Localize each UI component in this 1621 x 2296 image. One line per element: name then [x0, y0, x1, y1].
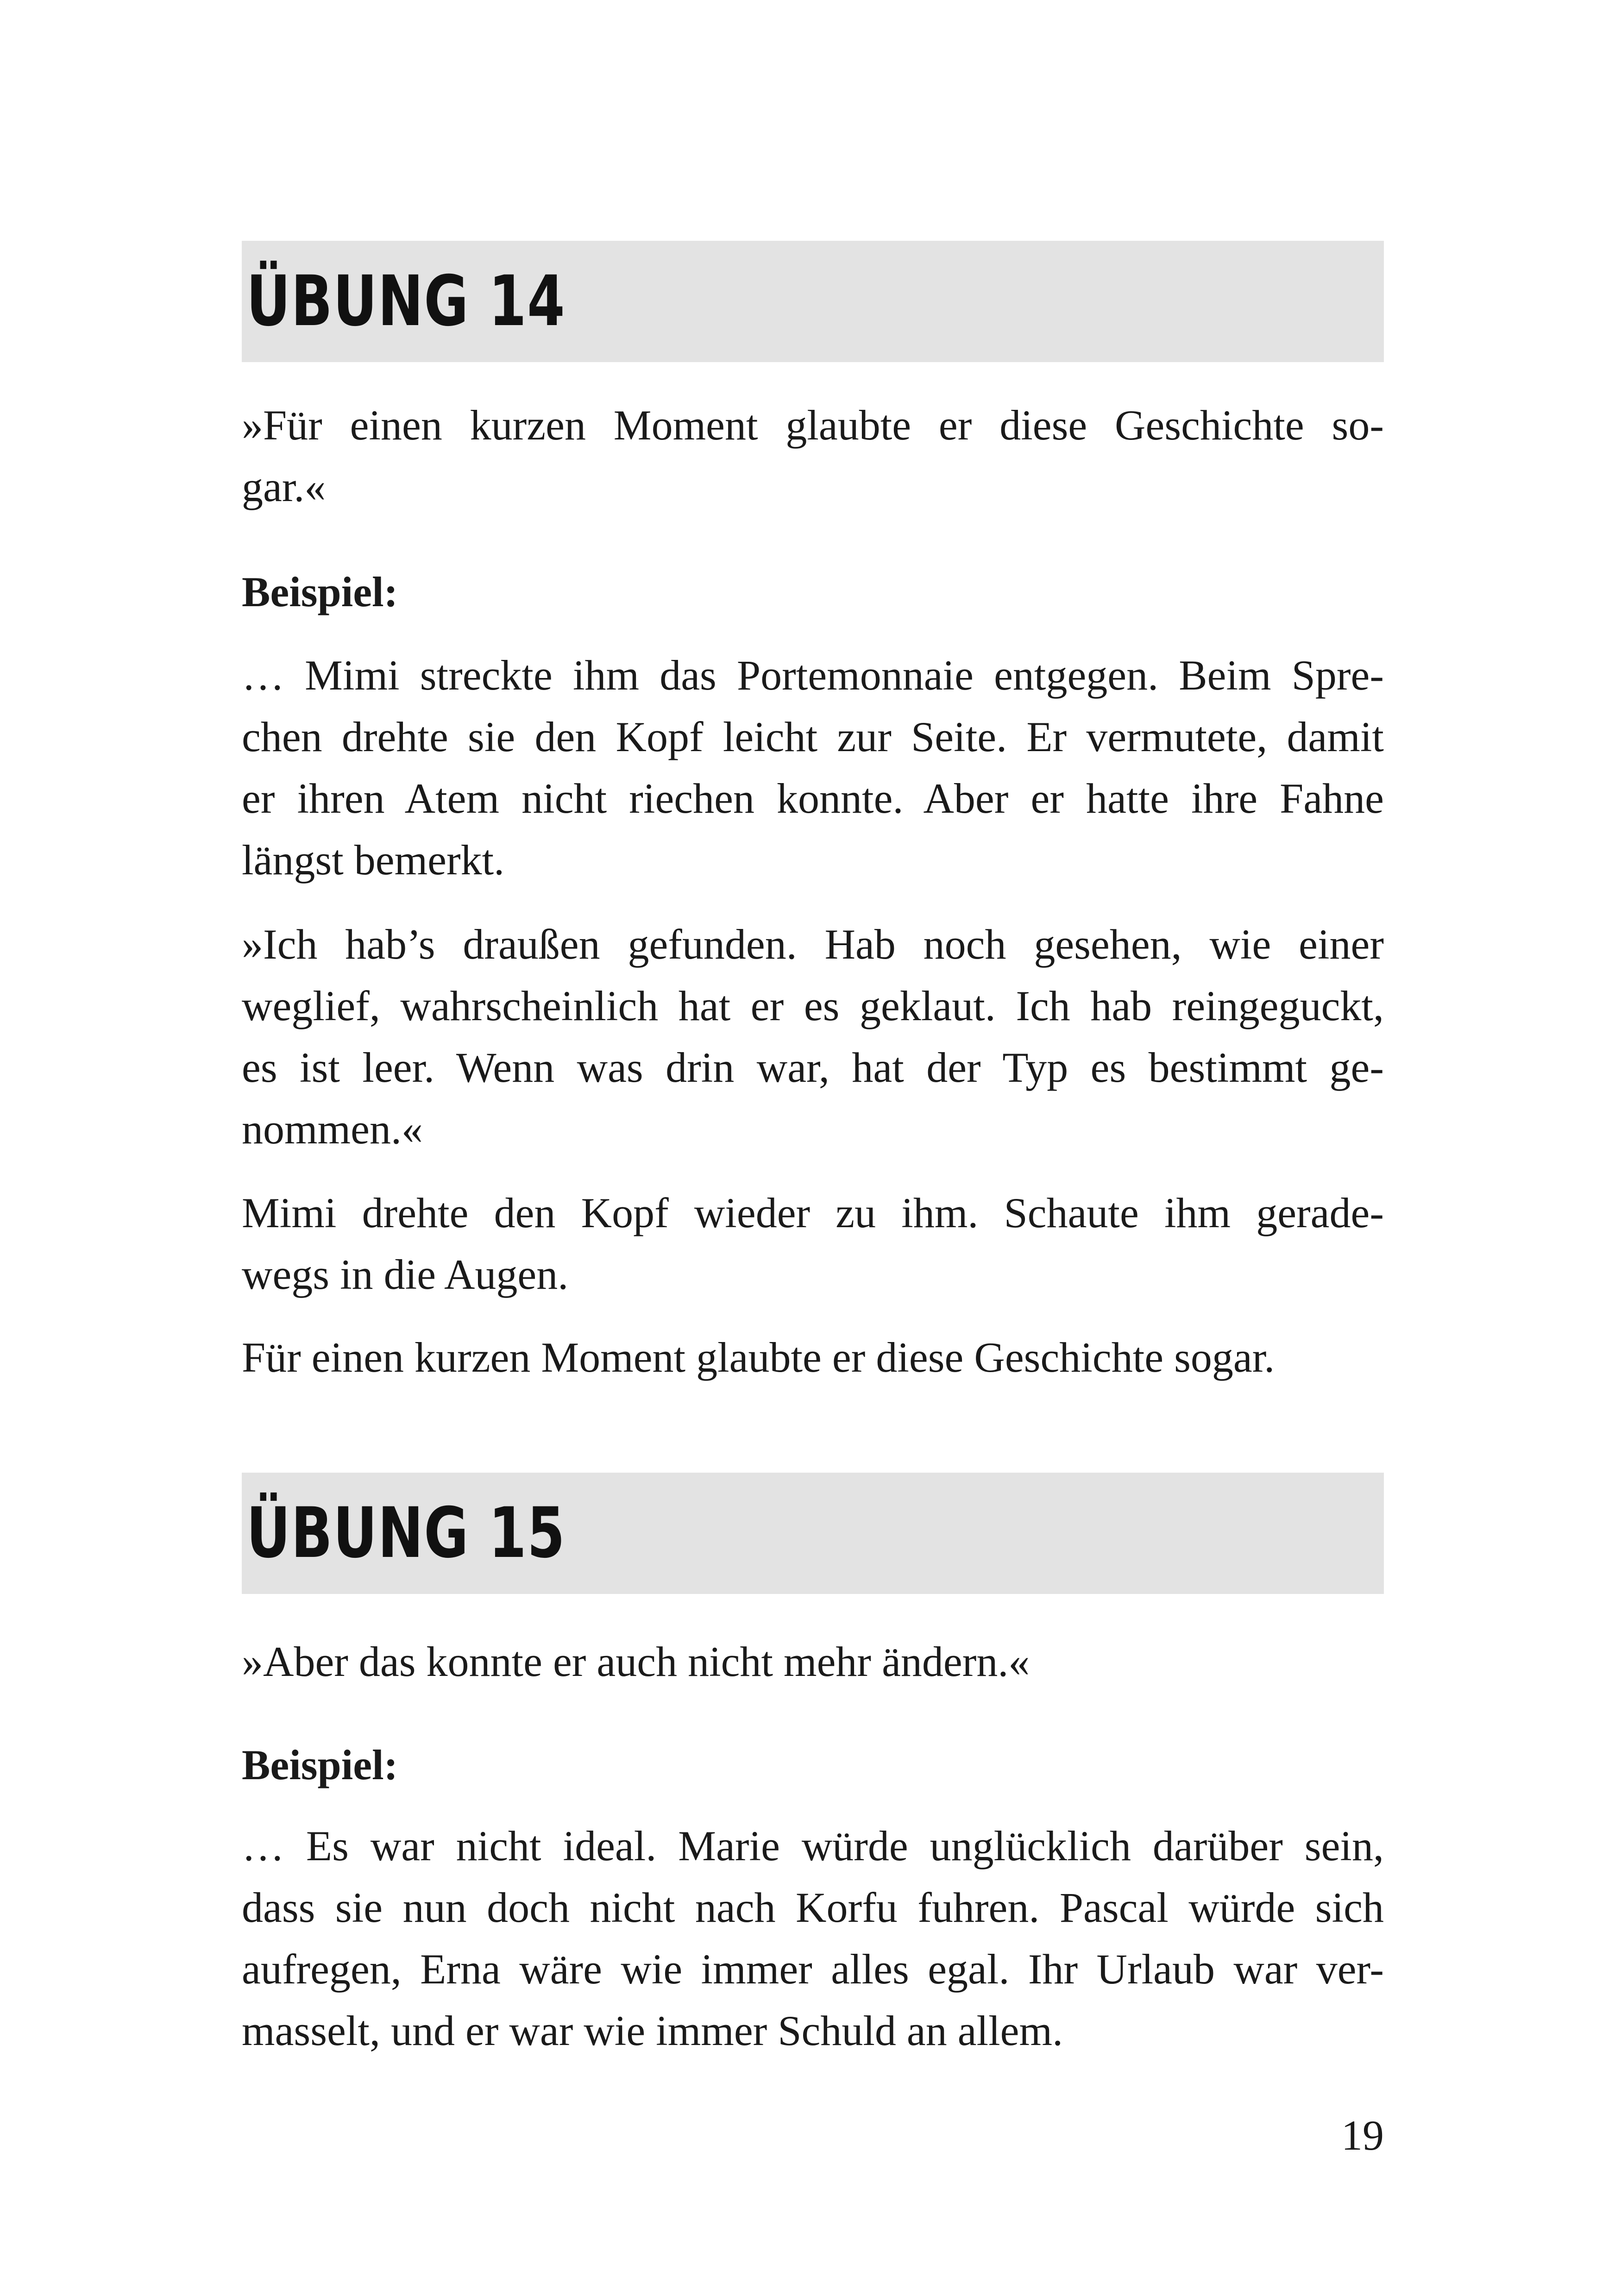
- exercise-15-prompt-quote: [242, 1631, 1384, 1693]
- text-line: längst bemerkt.: [242, 836, 505, 884]
- text-line: … Mimi streckte ihm das Portemonnaie entgegen. Beim Spre-: [242, 652, 1384, 699]
- exercise-14-example-label: Beispiel:: [242, 568, 398, 615]
- exercise-15-paragraph-1: [242, 1815, 1384, 2062]
- exercise-14-heading: ÜBUNG 14: [246, 261, 566, 342]
- exercise-14-heading-bar: [242, 241, 1384, 362]
- text-line: »Aber das konnte er auch nicht mehr ändern.«: [242, 1638, 1030, 1685]
- text-line: wegs in die Augen.: [242, 1251, 569, 1298]
- exercise-15-heading: ÜBUNG 15: [246, 1493, 566, 1574]
- exercise-14-prompt-quote: [242, 395, 1384, 518]
- text-line: dass sie nun doch nicht nach Korfu fuhren. Pascal würde sich: [242, 1884, 1384, 1931]
- text-line: »Ich hab’s draußen gefunden. Hab noch gesehen, wie einer: [242, 921, 1384, 968]
- text-line: aufregen, Erna wäre wie immer alles egal. Ihr Urlaub war ver-: [242, 1945, 1384, 1993]
- text-line: chen drehte sie den Kopf leicht zur Seite. Er vermutete, damit: [242, 713, 1384, 760]
- exercise-14-paragraph-2: [242, 914, 1384, 1160]
- text-line: weglief, wahrscheinlich hat er es geklaut. Ich hab reingeguckt,: [242, 982, 1384, 1029]
- text-line: er ihren Atem nicht riechen konnte. Aber er hatte ihre Fahne: [242, 775, 1384, 822]
- text-line: Mimi drehte den Kopf wieder zu ihm. Schaute ihm gerade-: [242, 1189, 1384, 1236]
- exercise-14-paragraph-4: [242, 1327, 1384, 1388]
- text-line: gar.«: [242, 463, 326, 510]
- exercise-14-paragraph-1: [242, 645, 1384, 891]
- exercise-15-example-label: Beispiel:: [242, 1741, 398, 1788]
- page-number: 19: [1341, 2112, 1384, 2159]
- text-line: »Für einen kurzen Moment glaubte er diese Geschichte so-: [242, 401, 1384, 449]
- text-line: es ist leer. Wenn was drin war, hat der Typ es bestimmt ge-: [242, 1044, 1384, 1091]
- exercise-14-paragraph-3: [242, 1182, 1384, 1305]
- text-line: nommen.«: [242, 1105, 423, 1153]
- text-line: … Es war nicht ideal. Marie würde unglücklich darüber sein,: [242, 1822, 1384, 1869]
- text-line: masselt, und er war wie immer Schuld an allem.: [242, 2007, 1063, 2054]
- exercise-15-heading-bar: [242, 1473, 1384, 1594]
- text-line: Für einen kurzen Moment glaubte er diese Geschichte sogar.: [242, 1334, 1275, 1381]
